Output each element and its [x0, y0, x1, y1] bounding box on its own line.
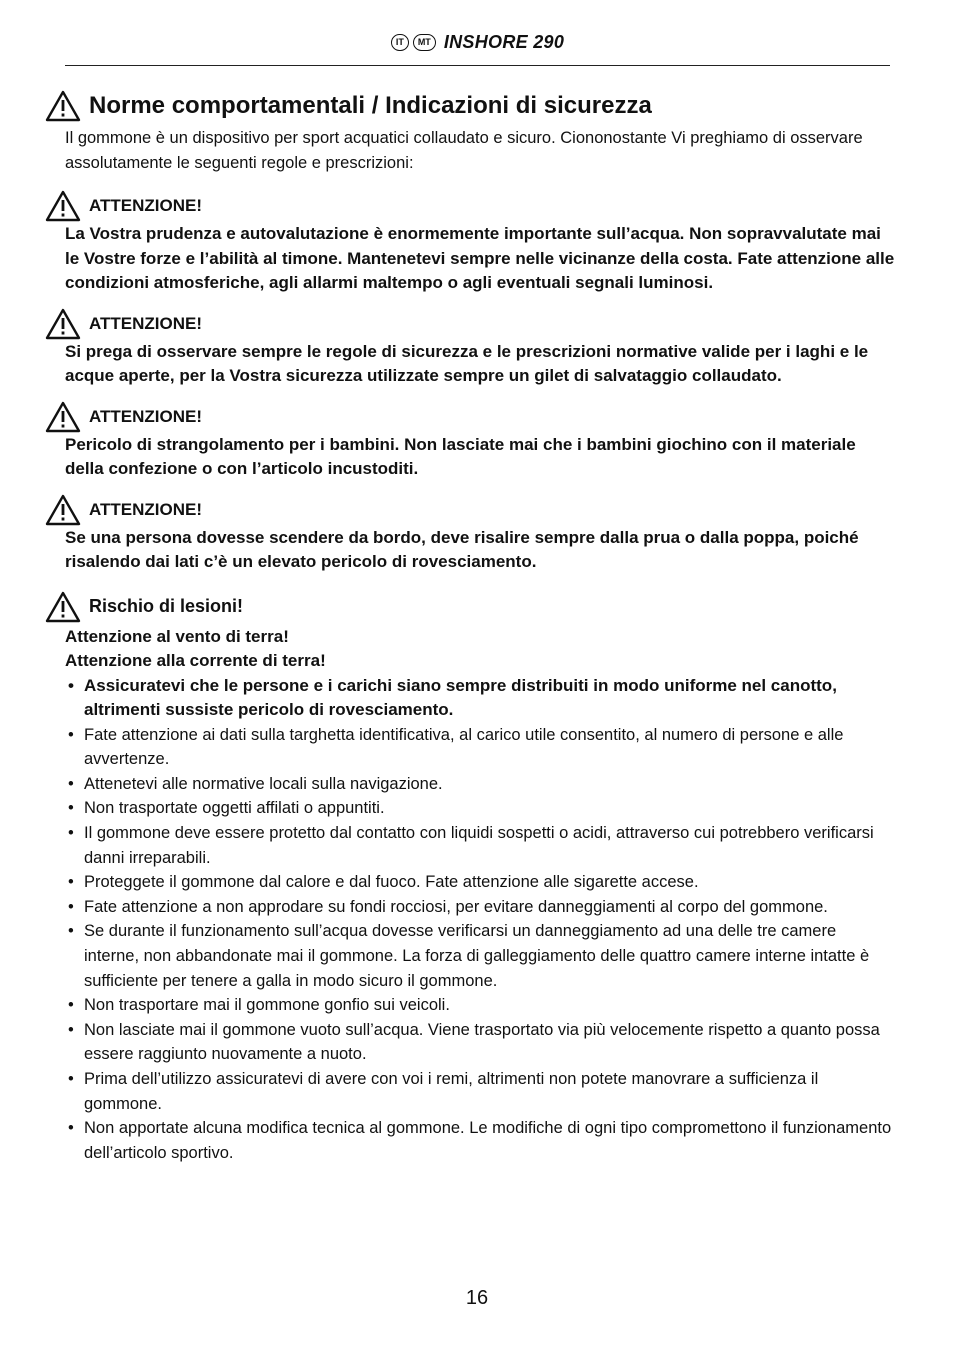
warning-triangle-icon — [45, 190, 81, 222]
list-item: • Non lasciate mai il gommone vuoto sull’acqua. Viene trasportato via più velocemente rispetto a quanto possa essere raggiunto nuovamente a nuoto. — [65, 1018, 895, 1067]
warning-triangle-icon — [45, 308, 81, 340]
list-item: • Fate attenzione a non approdare su fondi rocciosi, per evitare danneggiamenti al corpo del gommone. — [65, 895, 895, 920]
warning-triangle-icon — [45, 494, 81, 526]
warning-label: ATTENZIONE! — [89, 406, 203, 426]
warning-heading — [45, 190, 895, 222]
warning-text: Pericolo di strangolamento per i bambini. Non lasciate mai che i bambini giochino con il materiale della confezione o con l’articolo incustoditi. — [65, 434, 856, 478]
warning-label: ATTENZIONE! — [89, 196, 203, 215]
title-row — [45, 90, 895, 122]
list-item: • Proteggete il gommone dal calore e dal fuoco. Fate attenzione alle sigarette accese. — [65, 870, 895, 895]
warning-label: ATTENZIONE! — [89, 313, 203, 333]
warning-heading — [45, 308, 895, 340]
header-content — [391, 32, 564, 53]
page-number: 16 — [465, 1287, 489, 1309]
list-item: • Prima dell’utilizzo assicuratevi di avere con voi i remi, altrimenti non potete manovrare a sufficienza il gommone. — [65, 1067, 895, 1116]
language-badge-mt: MT — [413, 34, 436, 51]
warning-heading — [45, 401, 895, 433]
list-item: • Assicuratevi che le persone e i carichi siano sempre distribuiti in modo uniforme nel canotto, altrimenti sussiste pericolo di rovesciamento. — [65, 674, 895, 723]
warning-triangle-icon — [45, 591, 81, 623]
language-badge-it: IT — [391, 34, 409, 51]
warning-text: La Vostra prudenza e autovalutazione è enormemente importante sull’acqua. Non sopravvalutate mai le Vostre forze e l’abilità al timone. Mantenetevi sempre nelle vicinanze della costa. Fate attenzione alle condizioni atmosferiche, agli allarmi maltempo o agli eventuali segnali luminosi. — [65, 224, 895, 292]
list-item: • Fate attenzione ai dati sulla targhetta identificativa, al carico utile consentito, al numero di persone e alle avvertenze. — [65, 723, 895, 772]
risk-line: Attenzione alla corrente di terra! — [65, 651, 326, 670]
warning-triangle-icon — [45, 401, 81, 433]
list-item: • Attenetevi alle normative locali sulla navigazione. — [65, 772, 895, 797]
safety-bullet-list — [65, 674, 895, 1166]
intro-paragraph: Il gommone è un dispositivo per sport acquatici collaudato e sicuro. Ciononostante Vi preghiamo di osservare assolutamente le seguenti regole e prescrizioni: — [65, 129, 863, 172]
warning-heading — [45, 494, 895, 526]
warning-text: Si prega di osservare sempre le regole di sicurezza e le prescrizioni normative valide per i laghi e le acque aperte, per la Vostra sicurezza utilizzate sempre un gilet di salvataggio collaudato. — [65, 341, 869, 385]
list-item: • Se durante il funzionamento sull’acqua dovesse verificarsi un danneggiamento ad una delle tre camere interne, non abbandonate mai il gommone. La forza di galleggiamento delle quattro camere interne intatte è sufficiente per tenere a galla in modo sicuro il gommone. — [65, 919, 895, 993]
list-item: • Il gommone deve essere protetto dal contatto con liquidi sospetti o acidi, attraverso cui potrebbero verificarsi danni irreparabili. — [65, 821, 895, 870]
risk-label: Rischio di lesioni! — [89, 596, 244, 616]
product-name: INSHORE 290 — [443, 32, 565, 52]
warning-text: Se una persona dovesse scendere da bordo, deve risalire sempre dalla prua o dalla poppa, poiché risalendo dai lati c’è un elevato pericolo di rovesciamento. — [65, 527, 859, 571]
warning-label: ATTENZIONE! — [89, 499, 203, 519]
page-header — [65, 30, 890, 66]
list-item: • Non trasportate oggetti affilati o appuntiti. — [65, 796, 895, 821]
page-title: Norme comportamentali / Indicazioni di sicurezza — [89, 92, 652, 119]
list-item: • Non apportate alcuna modifica tecnica al gommone. Le modifiche di ogni tipo compromettono il funzionamento dell’articolo sportivo. — [65, 1116, 895, 1165]
main-content — [65, 90, 895, 1165]
list-item: • Non trasportare mai il gommone gonfio sui veicoli. — [65, 993, 895, 1018]
risk-heading — [45, 591, 895, 623]
risk-line: Attenzione al vento di terra! — [65, 626, 289, 646]
warning-triangle-icon — [45, 90, 81, 122]
